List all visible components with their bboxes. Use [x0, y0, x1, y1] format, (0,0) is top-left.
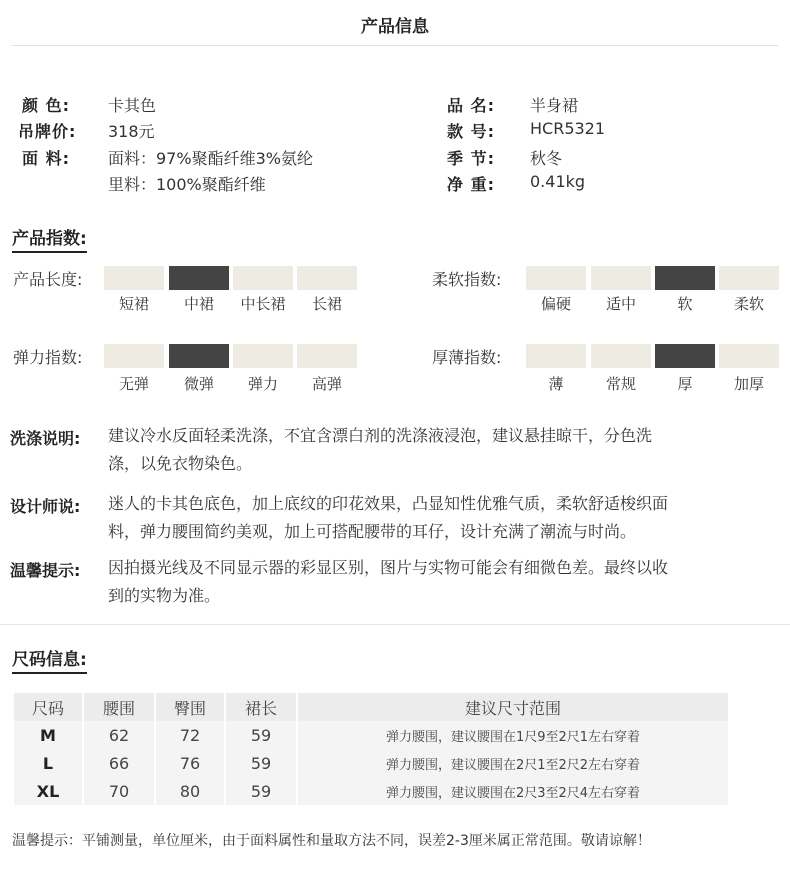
- index-option: 常规: [605, 375, 636, 393]
- net-weight-value: 0.41kg: [530, 172, 586, 191]
- cell-hip: 76: [156, 749, 224, 777]
- cell-waist: 62: [84, 721, 154, 749]
- header-size: 尺码: [14, 693, 82, 721]
- cell-length: 59: [226, 749, 296, 777]
- index-option: 弹力: [247, 375, 278, 393]
- product-name-label: 品 名:: [447, 96, 495, 115]
- index-label: 产品长度:: [13, 270, 83, 289]
- title-divider: [12, 45, 778, 46]
- header-recommendation: 建议尺寸范围: [298, 693, 728, 721]
- cell-size: XL: [14, 777, 82, 805]
- cell-hip: 72: [156, 721, 224, 749]
- style-number-value: HCR5321: [530, 119, 606, 138]
- index-box-selected: [655, 344, 715, 368]
- cell-waist: 66: [84, 749, 154, 777]
- reminder-line-2: 到的实物为准。: [108, 586, 221, 605]
- header-waist: 腰围: [84, 693, 154, 721]
- index-box: [591, 344, 651, 368]
- index-option: 薄: [548, 375, 564, 393]
- indices-heading: 产品指数:: [12, 224, 87, 253]
- index-option: 适中: [605, 295, 636, 313]
- index-box: [526, 266, 586, 290]
- measurement-note: 温馨提示：平铺测量，单位厘米，由于面料属性和量取方法不同，误差2-3厘米属正常范围。敬请谅解！: [12, 833, 651, 849]
- designer-line-1: 迷人的卡其色底色，加上底纹的印花效果，凸显知性优雅气质，柔软舒适梭织面: [108, 494, 669, 513]
- index-box: [104, 266, 164, 290]
- fabric-label: 面 料:: [22, 149, 70, 168]
- cell-size: L: [14, 749, 82, 777]
- index-option: 长裙: [311, 295, 342, 313]
- index-box: [297, 344, 357, 368]
- index-box: [526, 344, 586, 368]
- index-box: [104, 344, 164, 368]
- index-box: [297, 266, 357, 290]
- season-value: 秋冬: [530, 149, 563, 168]
- table-row: [14, 777, 728, 805]
- index-box-selected: [655, 266, 715, 290]
- reminder-line-1: 因拍摄光线及不同显示器的彩显区别，图片与实物可能会有细微色差。最终以收: [108, 558, 669, 577]
- table-header-row: [14, 693, 728, 721]
- tag-price-value: 318元: [108, 122, 155, 141]
- cell-recommendation: 弹力腰围，建议腰围在2尺1至2尺2左右穿着: [298, 749, 728, 777]
- index-box: [233, 344, 293, 368]
- washing-line-2: 涤，以免衣物染色。: [108, 454, 253, 473]
- net-weight-label: 净 重:: [447, 175, 495, 194]
- section-divider: [0, 624, 790, 625]
- index-option: 短裙: [118, 295, 149, 313]
- index-option: 微弹: [183, 375, 214, 393]
- color-value: 卡其色: [108, 96, 157, 115]
- index-label: 厚薄指数:: [432, 348, 502, 367]
- size-heading: 尺码信息:: [12, 645, 87, 674]
- index-option: 无弹: [118, 375, 149, 393]
- index-box-selected: [169, 344, 229, 368]
- product-name-value: 半身裙: [530, 96, 579, 115]
- style-number-label: 款 号:: [447, 122, 495, 141]
- index-label: 弹力指数:: [13, 348, 83, 367]
- cell-recommendation: 弹力腰围，建议腰围在1尺9至2尺1左右穿着: [298, 721, 728, 749]
- tag-price-label: 吊牌价:: [18, 122, 77, 141]
- cell-length: 59: [226, 777, 296, 805]
- index-option: 高弹: [311, 375, 342, 393]
- cell-waist: 70: [84, 777, 154, 805]
- header-length: 裙长: [226, 693, 296, 721]
- table-row: [14, 721, 728, 749]
- index-option: 厚: [677, 375, 693, 393]
- cell-recommendation: 弹力腰围，建议腰围在2尺3至2尺4左右穿着: [298, 777, 728, 805]
- index-label: 柔软指数:: [432, 270, 502, 289]
- reminder-label: 温馨提示:: [10, 561, 81, 580]
- size-table: [12, 693, 730, 805]
- index-option: 偏硬: [540, 295, 571, 313]
- cell-length: 59: [226, 721, 296, 749]
- index-box: [233, 266, 293, 290]
- index-option: 中裙: [183, 295, 214, 313]
- index-option: 加厚: [733, 375, 764, 393]
- index-option: 软: [677, 295, 693, 313]
- washing-label: 洗涤说明:: [10, 429, 81, 448]
- page-title: 产品信息: [361, 17, 429, 37]
- designer-line-2: 料，弹力腰围简约美观，加上可搭配腰带的耳仔，设计充满了潮流与时尚。: [108, 522, 637, 541]
- table-row: [14, 749, 728, 777]
- cell-size: M: [14, 721, 82, 749]
- designer-label: 设计师说:: [10, 497, 81, 516]
- index-box-selected: [169, 266, 229, 290]
- fabric-value: 面料：97%聚酯纤维3%氨纶: [108, 149, 313, 168]
- index-option: 柔软: [733, 295, 764, 313]
- lining-value: 里料：100%聚酯纤维: [108, 175, 266, 194]
- color-label: 颜 色:: [22, 96, 70, 115]
- season-label: 季 节:: [447, 149, 495, 168]
- index-box: [591, 266, 651, 290]
- index-option: 中长裙: [240, 295, 286, 313]
- index-box: [719, 266, 779, 290]
- header-hip: 臀围: [156, 693, 224, 721]
- index-box: [719, 344, 779, 368]
- washing-line-1: 建议冷水反面轻柔洗涤，不宜含漂白剂的洗涤液浸泡，建议悬挂晾干，分色洗: [108, 426, 653, 445]
- cell-hip: 80: [156, 777, 224, 805]
